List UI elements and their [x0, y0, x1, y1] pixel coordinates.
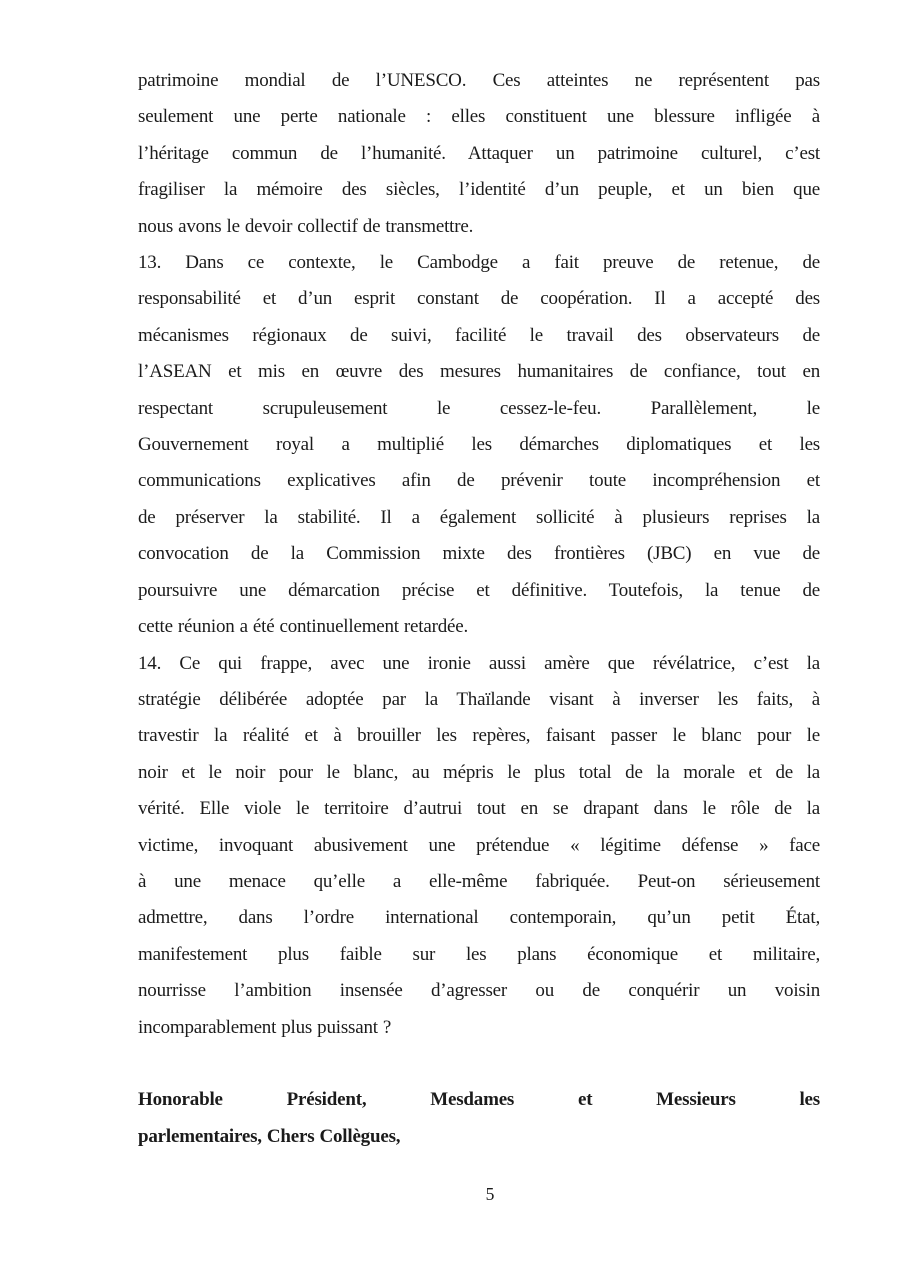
text-line: cette réunion a été continuellement retardée.	[138, 616, 469, 638]
paragraph-continuation	[138, 63, 820, 245]
text-line: fragiliser la mémoire des siècles, l’identité d’un peuple, et un bien que	[138, 179, 820, 201]
text-line: noir et le noir pour le blanc, au mépris le plus total de la morale et de la	[138, 761, 820, 783]
text-line: Gouvernement royal a multiplié les démarches diplomatiques et les	[138, 434, 820, 456]
text-line: admettre, dans l’ordre international contemporain, qu’un petit État,	[138, 907, 820, 929]
text-line: travestir la réalité et à brouiller les repères, faisant passer le blanc pour le	[138, 725, 820, 747]
heading-line: parlementaires, Chers Collègues,	[138, 1125, 401, 1147]
text-line: communications explicatives afin de prévenir toute incompréhension et	[138, 470, 820, 492]
text-line: manifestement plus faible sur les plans économique et militaire,	[138, 943, 820, 965]
text-line: mécanismes régionaux de suivi, facilité le travail des observateurs de	[138, 324, 820, 346]
text-line: patrimoine mondial de l’UNESCO. Ces atteintes ne représentent pas	[138, 70, 820, 91]
text-line: seulement une perte nationale : elles constituent une blessure infligée à	[138, 106, 820, 128]
closing-salutation-heading	[138, 1082, 820, 1155]
text-line: l’héritage commun de l’humanité. Attaquer un patrimoine culturel, c’est	[138, 142, 820, 164]
paragraph-13	[138, 245, 820, 645]
text-line: responsabilité et d’un esprit constant de coopération. Il a accepté des	[138, 288, 820, 310]
text-column	[138, 63, 820, 1155]
text-line: à une menace qu’elle a elle-même fabriquée. Peut-on sérieusement	[138, 870, 820, 892]
text-line: 13. Dans ce contexte, le Cambodge a fait preuve de retenue, de	[138, 252, 820, 274]
text-line: convocation de la Commission mixte des frontières (JBC) en vue de	[138, 543, 820, 565]
text-line: nous avons le devoir collectif de transmettre.	[138, 215, 474, 237]
text-line: nourrisse l’ambition insensée d’agresser ou de conquérir un voisin	[138, 980, 820, 1002]
page-number: 5	[485, 1184, 495, 1204]
text-line: vérité. Elle viole le territoire d’autrui tout en se drapant dans le rôle de la	[138, 798, 820, 820]
text-line: incomparablement plus puissant ?	[138, 1016, 392, 1038]
text-line: de préserver la stabilité. Il a également sollicité à plusieurs reprises la	[138, 506, 820, 528]
heading-line: Honorable Président, Mesdames et Messieurs les	[138, 1089, 820, 1111]
text-line: poursuivre une démarcation précise et définitive. Toutefois, la tenue de	[138, 579, 820, 601]
text-line: l’ASEAN et mis en œuvre des mesures humanitaires de confiance, tout en	[138, 361, 820, 383]
text-line: 14. Ce qui frappe, avec une ironie aussi amère que révélatrice, c’est la	[138, 652, 820, 674]
text-line: respectant scrupuleusement le cessez-le-feu. Parallèlement, le	[138, 397, 820, 419]
paragraph-14	[138, 646, 820, 1046]
text-line: victime, invoquant abusivement une prétendue « légitime défense » face	[138, 834, 820, 856]
text-line: stratégie délibérée adoptée par la Thaïlande visant à inverser les faits, à	[138, 688, 820, 710]
